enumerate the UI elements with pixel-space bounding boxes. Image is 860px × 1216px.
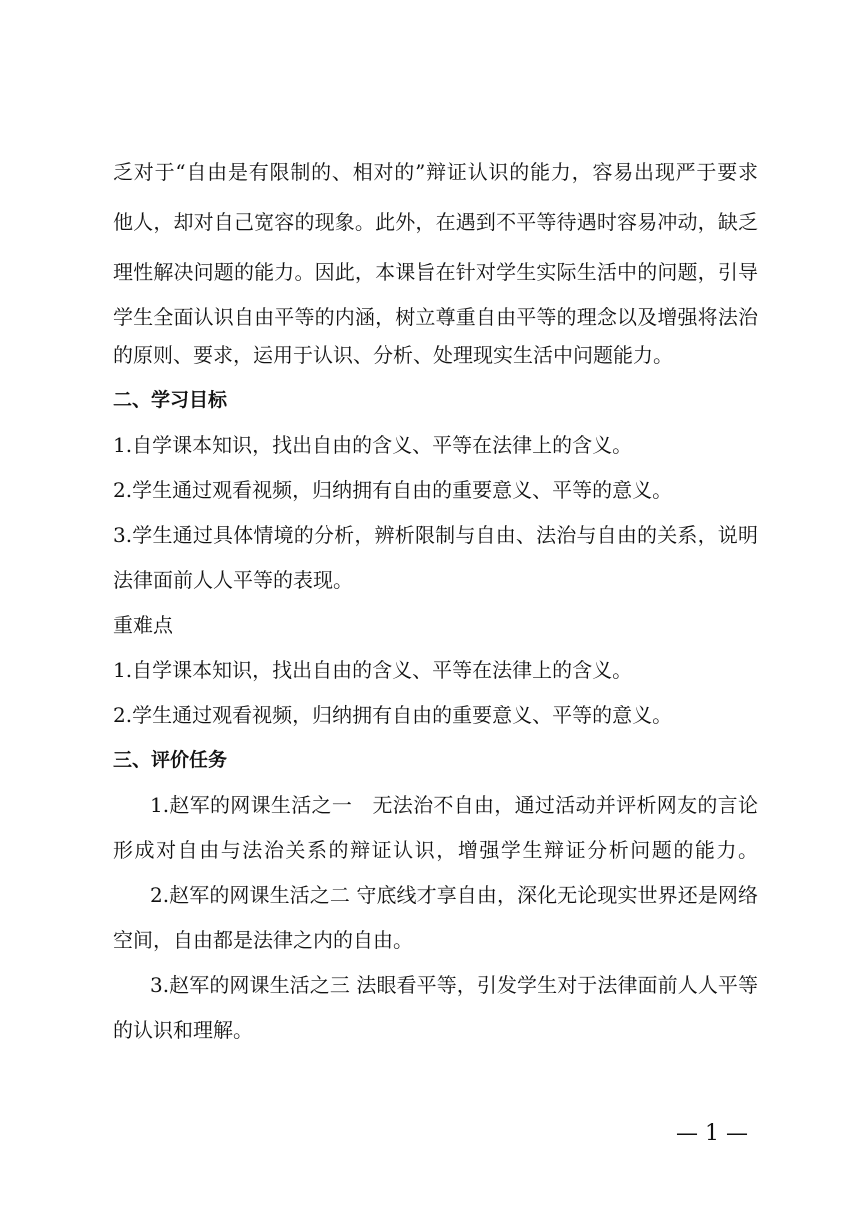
goal-item-1: 1.自学课本知识，找出自由的含义、平等在法律上的含义。 [113, 433, 633, 457]
task-item-3-continued: 的认识和理解。 [113, 1018, 253, 1042]
task-item-2: 2.赵军的网课生活之二 守底线才享自由，深化无论现实世界还是网络 [150, 883, 758, 907]
task-item-2-continued: 空间，自由都是法律之内的自由。 [113, 928, 413, 952]
task-item-1: 1.赵军的网课生活之一 无法治不自由，通过活动并评析网友的言论 [150, 793, 758, 817]
key-point-item-2: 2.学生通过观看视频，归纳拥有自由的重要意义、平等的意义。 [113, 703, 673, 727]
section-heading-evaluation-tasks: 三、评价任务 [113, 749, 228, 771]
goal-item-3-continued: 法律面前人人平等的表现。 [113, 568, 353, 592]
intro-line-4: 学生全面认识自由平等的内涵，树立尊重自由平等的理念以及增强将法治 [113, 305, 758, 329]
key-points-label: 重难点 [113, 613, 173, 637]
intro-line-1: 乏对于“自由是有限制的、相对的”辩证认识的能力，容易出现严于要求 [113, 160, 758, 184]
goal-item-2: 2.学生通过观看视频，归纳拥有自由的重要意义、平等的意义。 [113, 478, 673, 502]
task-item-1-continued: 形成对自由与法治关系的辩证认识，增强学生辩证分析问题的能力。 [113, 838, 758, 862]
intro-line-2: 他人，却对自己宽容的现象。此外，在遇到不平等待遇时容易冲动，缺乏 [113, 210, 758, 234]
key-point-item-1: 1.自学课本知识，找出自由的含义、平等在法律上的含义。 [113, 658, 633, 682]
page-number: — 1 — [676, 1121, 748, 1146]
task-item-3: 3.赵军的网课生活之三 法眼看平等，引发学生对于法律面前人人平等 [150, 973, 758, 997]
intro-line-3: 理性解决问题的能力。因此，本课旨在针对学生实际生活中的问题，引导 [113, 260, 758, 284]
intro-line-5: 的原则、要求，运用于认识、分析、处理现实生活中问题能力。 [113, 343, 673, 367]
goal-item-3: 3.学生通过具体情境的分析，辨析限制与自由、法治与自由的关系，说明 [113, 523, 758, 547]
section-heading-learning-goals: 二、学习目标 [113, 389, 228, 411]
